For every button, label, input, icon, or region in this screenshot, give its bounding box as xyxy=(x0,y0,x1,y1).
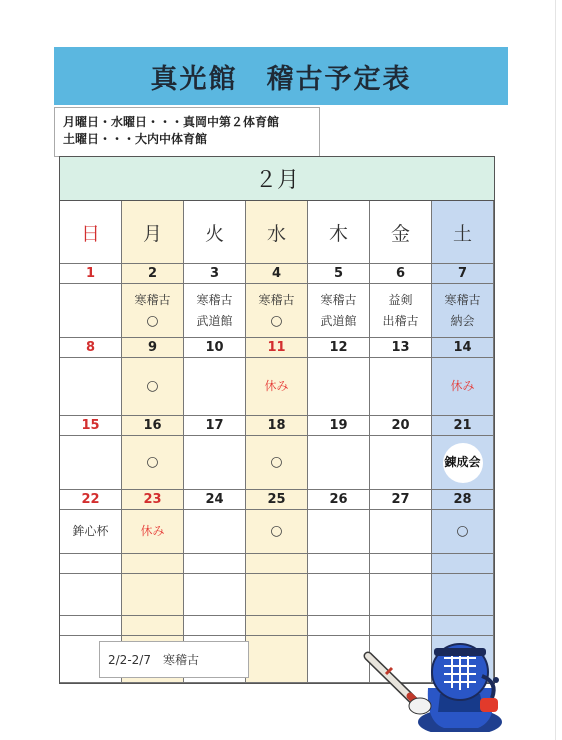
empty-cell xyxy=(246,554,308,574)
date-number: 9 xyxy=(122,338,184,358)
date-number: 1 xyxy=(60,264,122,284)
weekday-header: 土 xyxy=(432,201,494,264)
venue-line-weekday: 月曜日・水曜日・・・真岡中第２体育館 xyxy=(63,115,280,129)
practice-circle: ○ xyxy=(146,312,159,329)
event-cell xyxy=(370,436,432,490)
practice-circle: ○ xyxy=(270,454,283,470)
date-number: 5 xyxy=(308,264,370,284)
event-cell xyxy=(246,510,308,554)
empty-cell xyxy=(432,554,494,574)
event-label: 武道館 xyxy=(196,313,233,328)
weekday-header: 月 xyxy=(122,201,184,264)
event-cell xyxy=(246,436,308,490)
date-number: 13 xyxy=(370,338,432,358)
date-number: 12 xyxy=(308,338,370,358)
event-badge: 錬成会 xyxy=(443,443,483,483)
kendo-mascot-icon xyxy=(360,632,505,732)
page-edge xyxy=(555,0,556,740)
weekday-header: 木 xyxy=(308,201,370,264)
calendar-table xyxy=(59,156,495,684)
date-number: 19 xyxy=(308,416,370,436)
date-number: 14 xyxy=(432,338,494,358)
date-number: 28 xyxy=(432,490,494,510)
event-cell xyxy=(432,436,494,490)
title-banner xyxy=(54,47,508,105)
empty-cell xyxy=(60,554,122,574)
weekday-header: 金 xyxy=(370,201,432,264)
event-cell xyxy=(246,284,308,338)
event-cell xyxy=(60,358,122,416)
date-number: 10 xyxy=(184,338,246,358)
date-number: 17 xyxy=(184,416,246,436)
empty-cell xyxy=(246,616,308,636)
weekday-header: 水 xyxy=(246,201,308,264)
event-cell xyxy=(370,284,432,338)
practice-circle: ○ xyxy=(270,523,283,539)
empty-cell xyxy=(246,636,308,683)
event-cell xyxy=(184,284,246,338)
date-number: 26 xyxy=(308,490,370,510)
venue-info xyxy=(54,107,320,157)
weekday-header: 日 xyxy=(60,201,122,264)
event-cell xyxy=(308,510,370,554)
date-number: 22 xyxy=(60,490,122,510)
event-label: 武道館 xyxy=(320,313,357,328)
practice-circle: ○ xyxy=(146,454,159,470)
event-cell xyxy=(122,284,184,338)
event-cell xyxy=(432,284,494,338)
event-cell xyxy=(370,358,432,416)
schedule-note: 2/2-2/7 寒稽古 xyxy=(99,641,249,678)
month-label: ２月 xyxy=(60,157,494,201)
date-number: 16 xyxy=(122,416,184,436)
weekday-header: 火 xyxy=(184,201,246,264)
date-number: 15 xyxy=(60,416,122,436)
event-cell xyxy=(370,510,432,554)
event-cell xyxy=(184,436,246,490)
empty-cell xyxy=(60,616,122,636)
event-cell xyxy=(60,510,122,554)
event-cell xyxy=(60,436,122,490)
empty-cell xyxy=(432,574,494,616)
empty-cell xyxy=(308,554,370,574)
event-label: 出稽古 xyxy=(382,313,419,328)
event-label: 休み xyxy=(450,379,475,393)
event-cell xyxy=(432,510,494,554)
empty-cell xyxy=(184,616,246,636)
date-number: 11 xyxy=(246,338,308,358)
event-cell xyxy=(432,358,494,416)
practice-circle: ○ xyxy=(456,523,469,539)
event-cell xyxy=(184,358,246,416)
event-label: 益剣 xyxy=(388,292,413,307)
practice-circle: ○ xyxy=(146,378,159,394)
empty-cell xyxy=(60,574,122,616)
page-title: 真光館 稽古予定表 xyxy=(150,63,412,95)
event-label: 寒稽古 xyxy=(258,292,295,307)
empty-cell xyxy=(184,554,246,574)
date-number: 20 xyxy=(370,416,432,436)
event-label: 寒稽古 xyxy=(444,292,481,307)
date-number: 7 xyxy=(432,264,494,284)
date-number: 6 xyxy=(370,264,432,284)
date-number: 2 xyxy=(122,264,184,284)
event-cell xyxy=(184,510,246,554)
date-number: 23 xyxy=(122,490,184,510)
event-cell xyxy=(122,358,184,416)
event-cell xyxy=(246,358,308,416)
event-label: 寒稽古 xyxy=(196,292,233,307)
empty-cell xyxy=(122,554,184,574)
date-number: 18 xyxy=(246,416,308,436)
event-cell xyxy=(308,436,370,490)
date-number: 8 xyxy=(60,338,122,358)
date-number: 21 xyxy=(432,416,494,436)
empty-cell xyxy=(122,574,184,616)
empty-cell xyxy=(246,574,308,616)
empty-cell xyxy=(184,574,246,616)
event-label: 寒稽古 xyxy=(134,292,171,307)
empty-cell xyxy=(122,616,184,636)
practice-circle: ○ xyxy=(270,312,283,329)
date-number: 25 xyxy=(246,490,308,510)
date-number: 24 xyxy=(184,490,246,510)
event-label: 鉾心杯 xyxy=(72,524,109,538)
date-number: 3 xyxy=(184,264,246,284)
date-number: 4 xyxy=(246,264,308,284)
event-cell xyxy=(122,436,184,490)
empty-cell xyxy=(308,574,370,616)
event-label: 休み xyxy=(140,524,165,538)
event-cell xyxy=(60,284,122,338)
empty-cell xyxy=(370,574,432,616)
empty-cell xyxy=(370,554,432,574)
event-cell xyxy=(122,510,184,554)
date-number: 27 xyxy=(370,490,432,510)
event-label: 休み xyxy=(264,379,289,393)
venue-line-saturday: 土曜日・・・大内中体育館 xyxy=(63,132,208,146)
event-cell xyxy=(308,358,370,416)
event-cell xyxy=(308,284,370,338)
event-label: 納会 xyxy=(450,313,475,328)
event-label: 寒稽古 xyxy=(320,292,357,307)
